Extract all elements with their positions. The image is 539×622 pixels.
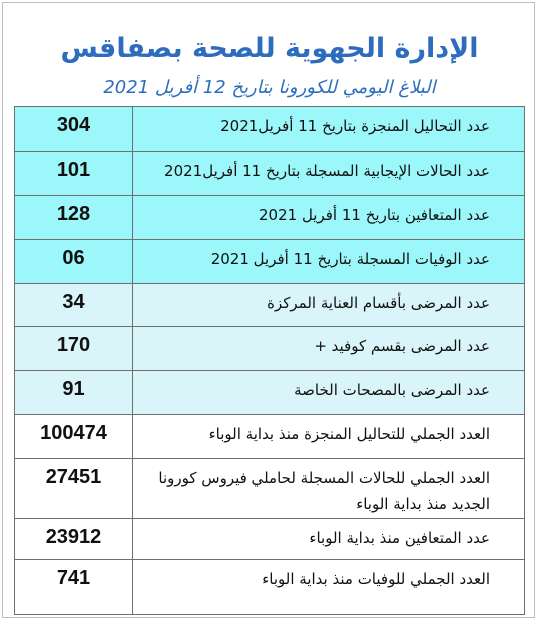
statistics-table xyxy=(14,106,525,615)
stat-value: 741 xyxy=(56,567,91,589)
stat-value: 27451 xyxy=(45,466,102,488)
stat-label: عدد الوفيات المسجلة بتاريخ 11 أفريل 2021 xyxy=(210,250,490,268)
table-row xyxy=(15,284,525,327)
stat-value: 101 xyxy=(56,159,91,181)
stat-value: 23912 xyxy=(45,526,102,548)
page-title: الإدارة الجهوية للصحة بصفاقس xyxy=(60,33,479,64)
label-cell xyxy=(133,284,525,327)
table-row xyxy=(15,415,525,459)
value-cell xyxy=(15,519,133,560)
table-row xyxy=(15,459,525,519)
table-row xyxy=(15,519,525,560)
label-cell xyxy=(133,560,525,615)
value-cell xyxy=(15,284,133,327)
stat-label: العدد الجملي للوفيات منذ بداية الوباء xyxy=(262,570,490,588)
page-subtitle: البلاغ اليومي للكورونا بتاريخ 12 أفريل 2021 xyxy=(103,77,436,98)
value-cell xyxy=(15,196,133,240)
value-cell xyxy=(15,327,133,371)
stat-value: 170 xyxy=(56,334,91,356)
stat-value: 304 xyxy=(56,114,91,136)
table-row xyxy=(15,152,525,196)
value-cell xyxy=(15,107,133,152)
value-cell xyxy=(15,371,133,415)
value-cell xyxy=(15,152,133,196)
stat-label: العدد الجملي للحالات المسجلة لحاملي فيروس كورونا الجديد منذ بداية الوباء xyxy=(158,469,490,513)
stat-value: 91 xyxy=(62,378,85,400)
label-cell xyxy=(133,152,525,196)
stat-value: 100474 xyxy=(40,422,107,444)
stat-value: 128 xyxy=(56,203,91,225)
table-row xyxy=(15,560,525,615)
table-row xyxy=(15,371,525,415)
stat-value: 06 xyxy=(62,247,85,269)
value-cell xyxy=(15,560,133,615)
stat-label: عدد المرضى بالمصحات الخاصة xyxy=(294,381,490,399)
table-row xyxy=(15,240,525,284)
label-cell xyxy=(133,415,525,459)
label-cell xyxy=(133,196,525,240)
stat-value: 34 xyxy=(62,291,85,313)
stat-label: عدد المتعافين منذ بداية الوباء xyxy=(309,529,490,547)
label-cell xyxy=(133,107,525,152)
table-row xyxy=(15,196,525,240)
stat-label: عدد المرضى بأقسام العناية المركزة xyxy=(267,294,490,312)
stat-label: العدد الجملي للتحاليل المنجزة منذ بداية الوباء xyxy=(208,425,490,443)
stat-label: عدد الحالات الإيجابية المسجلة بتاريخ 11 أفريل2021 xyxy=(164,162,490,180)
value-cell xyxy=(15,459,133,519)
stat-label: عدد المرضى بقسم كوفيد + xyxy=(314,337,490,355)
value-cell xyxy=(15,415,133,459)
value-cell xyxy=(15,240,133,284)
label-cell xyxy=(133,459,525,519)
stat-label: عدد التحاليل المنجزة بتاريخ 11 أفريل2021 xyxy=(220,117,490,135)
label-cell xyxy=(133,371,525,415)
label-cell xyxy=(133,519,525,560)
label-cell xyxy=(133,240,525,284)
stat-label: عدد المتعافين بتاريخ 11 أفريل 2021 xyxy=(258,206,490,224)
table-row xyxy=(15,327,525,371)
label-cell xyxy=(133,327,525,371)
table-row xyxy=(15,107,525,152)
